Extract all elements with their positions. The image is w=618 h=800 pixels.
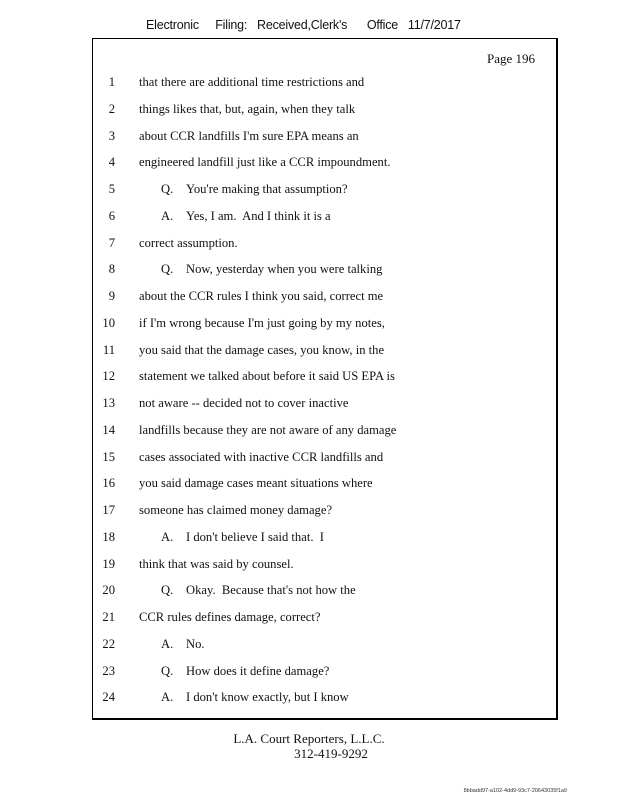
line-number: 4 <box>108 155 115 170</box>
transcript-line <box>93 687 556 714</box>
transcript-line <box>93 286 556 313</box>
transcript-line <box>93 447 556 474</box>
transcript-line <box>93 473 556 500</box>
speaker-label: Q. <box>161 583 174 598</box>
line-text <box>161 580 356 600</box>
line-content: landfills because they are not aware of any damage <box>139 422 397 437</box>
transcript-lines <box>93 72 556 714</box>
line-text <box>139 313 385 333</box>
transcript-line <box>93 99 556 126</box>
line-number: 13 <box>102 396 115 410</box>
line-number: 3 <box>108 128 115 143</box>
transcript-line <box>93 420 556 447</box>
line-text <box>139 473 373 493</box>
line-content: How does it define damage? <box>186 663 330 678</box>
transcript-line <box>93 72 556 99</box>
transcript-line <box>93 607 556 634</box>
transcript-line <box>93 554 556 581</box>
transcript-line <box>93 500 556 527</box>
speaker-label: Q. <box>161 262 174 277</box>
document-id: 8bbadd97-a102-4dd9-93c7-20643035f1a9 <box>463 788 567 794</box>
line-number: 5 <box>108 182 115 196</box>
line-text <box>139 366 395 386</box>
line-text <box>139 126 359 146</box>
line-text <box>139 447 383 467</box>
line-content: about the CCR rules I think you said, correct me <box>139 289 384 303</box>
line-number: 12 <box>102 369 115 384</box>
line-text <box>139 340 384 360</box>
line-number: 20 <box>102 583 115 598</box>
transcript-line <box>93 527 556 554</box>
line-number: 18 <box>102 529 115 544</box>
line-text <box>161 206 331 226</box>
line-text <box>139 500 332 520</box>
speaker-label: Q. <box>161 182 174 196</box>
line-number: 22 <box>102 636 115 651</box>
line-content: engineered landfill just like a CCR impoundment. <box>139 155 391 170</box>
transcript-line <box>93 259 556 286</box>
line-content: Now, yesterday when you were talking <box>186 262 383 277</box>
line-content: if I'm wrong because I'm just going by my notes, <box>139 315 385 330</box>
line-text <box>161 634 205 654</box>
transcript-line <box>93 340 556 367</box>
line-content: CCR rules defines damage, correct? <box>139 610 321 624</box>
transcript-line <box>93 634 556 661</box>
speaker-label: A. <box>161 208 174 223</box>
line-text <box>139 393 348 413</box>
line-content: No. <box>186 636 205 651</box>
line-number: 9 <box>108 289 115 303</box>
line-content: Yes, I am. And I think it is a <box>186 208 331 223</box>
line-number: 24 <box>102 690 115 705</box>
line-text <box>139 152 390 172</box>
transcript-line <box>93 126 556 153</box>
line-text <box>161 661 329 681</box>
line-number: 16 <box>102 476 115 491</box>
line-number: 6 <box>108 208 115 223</box>
line-content: cases associated with inactive CCR landfills and <box>139 449 384 464</box>
line-content: things likes that, but, again, when they talk <box>139 101 356 116</box>
line-number: 23 <box>102 663 115 678</box>
line-number: 14 <box>102 422 115 437</box>
speaker-label: Q. <box>161 663 174 678</box>
line-content: You're making that assumption? <box>186 182 348 196</box>
reporter-phone: 312-419-9292 <box>294 746 368 761</box>
line-number: 2 <box>108 101 115 116</box>
transcript-line <box>93 206 556 233</box>
line-number: 1 <box>108 75 115 89</box>
line-text <box>139 554 294 574</box>
speaker-label: A. <box>161 529 174 544</box>
line-number: 10 <box>102 315 115 330</box>
line-number: 11 <box>102 342 115 357</box>
line-content: you said damage cases meant situations where <box>139 476 373 491</box>
line-content: you said that the damage cases, you know, in the <box>139 342 385 357</box>
line-text <box>161 259 382 279</box>
line-text <box>139 607 321 627</box>
line-number: 15 <box>102 449 115 464</box>
line-content: I don't know exactly, but I know <box>186 690 349 705</box>
line-text <box>139 286 383 306</box>
line-content: about CCR landfills I'm sure EPA means an <box>139 128 359 143</box>
line-number: 21 <box>102 610 115 624</box>
line-number: 7 <box>108 235 115 250</box>
transcript-line <box>93 313 556 340</box>
line-text <box>139 233 238 253</box>
line-content: think that was said by counsel. <box>139 556 294 571</box>
transcript-page <box>92 38 558 720</box>
line-content: Okay. Because that's not how the <box>186 583 356 598</box>
transcript-line <box>93 366 556 393</box>
line-number: 17 <box>102 503 115 517</box>
speaker-label: A. <box>161 636 174 651</box>
line-content: not aware -- decided not to cover inactive <box>139 396 349 410</box>
court-reporter-footer <box>0 731 618 761</box>
transcript-line <box>93 233 556 260</box>
line-content: someone has claimed money damage? <box>139 503 333 517</box>
line-text <box>161 687 349 707</box>
transcript-line <box>93 661 556 688</box>
line-content: statement we talked about before it said US EPA is <box>139 369 395 384</box>
reporter-company: L.A. Court Reporters, L.L.C. <box>233 731 385 746</box>
line-text <box>139 420 396 440</box>
line-content: correct assumption. <box>139 235 238 250</box>
line-text <box>139 72 364 92</box>
transcript-line <box>93 179 556 206</box>
page-number: Page 196 <box>486 51 535 66</box>
line-number: 8 <box>108 262 115 277</box>
transcript-line <box>93 152 556 179</box>
line-content: that there are additional time restrictions and <box>139 75 365 89</box>
line-content: I don't believe I said that. I <box>186 529 324 544</box>
line-text <box>161 527 324 547</box>
line-text <box>139 99 355 119</box>
line-number: 19 <box>102 556 115 571</box>
transcript-line <box>93 580 556 607</box>
filing-stamp: Electronic Filing: Received,Clerk's Office 11/7/2017 <box>146 18 461 32</box>
transcript-line <box>93 393 556 420</box>
line-text <box>161 179 348 199</box>
speaker-label: A. <box>161 690 174 705</box>
